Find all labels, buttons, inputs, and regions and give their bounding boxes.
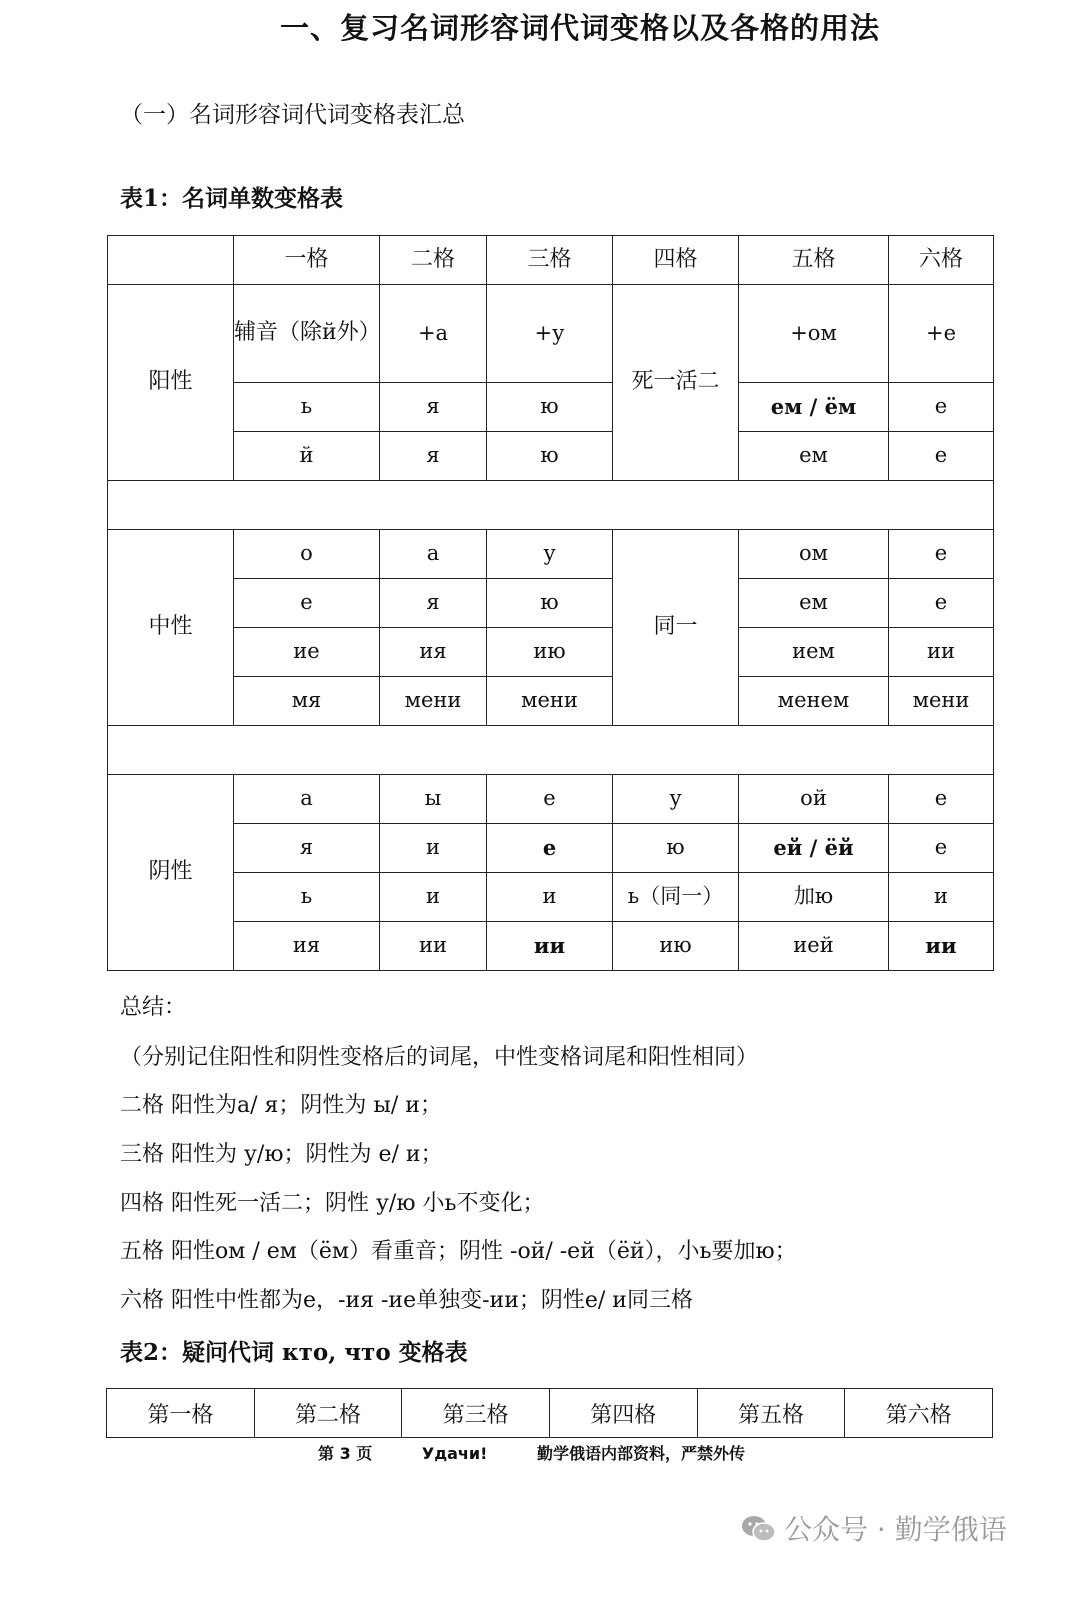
table-cell: а bbox=[234, 775, 380, 824]
table-cell: ю bbox=[487, 579, 613, 628]
table-cell: и bbox=[487, 873, 613, 922]
table-cell: е bbox=[889, 383, 994, 432]
gender-label-neuter: 中性 bbox=[108, 530, 234, 726]
spacer-row bbox=[108, 481, 994, 530]
table-cell: е bbox=[234, 579, 380, 628]
table-cell: мени bbox=[889, 677, 994, 726]
header-cell: 一格 bbox=[234, 236, 380, 285]
summary-line: （分别记住阳性和阴性变格后的词尾，中性变格词尾和阳性相同） bbox=[120, 1045, 759, 1070]
table-cell: ю bbox=[487, 383, 613, 432]
table-cell: а bbox=[380, 530, 487, 579]
summary-title: 总结： bbox=[120, 995, 187, 1020]
table-cell: мя bbox=[234, 677, 380, 726]
header-cell bbox=[108, 236, 234, 285]
table-cell: менем bbox=[739, 677, 889, 726]
table-cell: и bbox=[380, 873, 487, 922]
table-row bbox=[108, 383, 994, 432]
table-cell: е bbox=[889, 432, 994, 481]
table-cell: е bbox=[487, 824, 613, 873]
table-header-row bbox=[108, 236, 994, 285]
page-number: 第 3 页 bbox=[318, 1444, 373, 1463]
summary-line: 四格 阳性死一活二；阴性 у/ю 小ь不变化； bbox=[120, 1191, 545, 1216]
wechat-icon bbox=[740, 1514, 776, 1544]
summary-line: 二格 阳性为а/ я；阴性为 ы/ и； bbox=[120, 1093, 442, 1118]
table2-caption: 表2：疑问代词 кто, что 变格表 bbox=[120, 1339, 468, 1366]
table-cell: ь bbox=[234, 873, 380, 922]
table-cell: ием bbox=[739, 628, 889, 677]
table-cell: ю bbox=[487, 432, 613, 481]
watermark-text: 公众号 · 勤学俄语 bbox=[784, 1513, 1007, 1546]
table-cell: е bbox=[889, 775, 994, 824]
table-cell: ем / ём bbox=[739, 383, 889, 432]
page-footer bbox=[318, 1441, 789, 1464]
spacer-row bbox=[108, 726, 994, 775]
gender-label-feminine: 阴性 bbox=[108, 775, 234, 971]
table-row bbox=[108, 285, 994, 383]
table-cell: и bbox=[380, 824, 487, 873]
header-cell: 五格 bbox=[739, 236, 889, 285]
table-row bbox=[108, 530, 994, 579]
footer-note: 勤学俄语内部资料，严禁外传 bbox=[536, 1444, 745, 1463]
table-cell: ы bbox=[380, 775, 487, 824]
table-cell: ии bbox=[380, 922, 487, 971]
table-row bbox=[108, 432, 994, 481]
table-cell: ой bbox=[739, 775, 889, 824]
table-row bbox=[108, 628, 994, 677]
table-cell: мени bbox=[487, 677, 613, 726]
summary-line: 六格 阳性中性都为е，-ия -ие单独变-ии；阴性е/ и同三格 bbox=[120, 1288, 693, 1313]
table-cell: е bbox=[889, 824, 994, 873]
table-cell: я bbox=[380, 432, 487, 481]
table-cell: ии bbox=[487, 922, 613, 971]
table-cell: ия bbox=[234, 922, 380, 971]
table-header-row bbox=[107, 1389, 993, 1438]
table-cell: и bbox=[889, 873, 994, 922]
table1-caption: 表1：名词单数变格表 bbox=[120, 185, 344, 212]
header-cell: 第三格 bbox=[402, 1389, 550, 1438]
header-cell: 第五格 bbox=[697, 1389, 845, 1438]
table-cell: ией bbox=[739, 922, 889, 971]
page-heading: 一、复习名词形容词代词变格以及各格的用法 bbox=[279, 11, 880, 45]
header-cell: 二格 bbox=[380, 236, 487, 285]
table-cell: й bbox=[234, 432, 380, 481]
table-cell: я bbox=[380, 579, 487, 628]
table-cell: +е bbox=[889, 285, 994, 383]
spacer-cell bbox=[108, 481, 994, 530]
table-cell: ь bbox=[234, 383, 380, 432]
table-row bbox=[108, 677, 994, 726]
pronoun-declension-table bbox=[106, 1388, 993, 1438]
table-cell: +а bbox=[380, 285, 487, 383]
table-cell: ь（同一） bbox=[613, 873, 739, 922]
header-cell: 第一格 bbox=[107, 1389, 255, 1438]
table-cell: ем bbox=[739, 432, 889, 481]
table-cell: ей / ёй bbox=[739, 824, 889, 873]
noun-declension-table bbox=[107, 235, 994, 971]
watermark bbox=[740, 1508, 1007, 1548]
footer-greeting: Удачи! bbox=[421, 1444, 488, 1463]
table-row bbox=[108, 824, 994, 873]
table-cell: ии bbox=[889, 922, 994, 971]
header-cell: 第六格 bbox=[845, 1389, 993, 1438]
section-subheading: （一）名词形容词代词变格表汇总 bbox=[120, 102, 465, 128]
table-cell: +ом bbox=[739, 285, 889, 383]
table-cell: е bbox=[889, 579, 994, 628]
table-row bbox=[108, 775, 994, 824]
table-row bbox=[108, 579, 994, 628]
table-cell: ию bbox=[487, 628, 613, 677]
header-cell: 六格 bbox=[889, 236, 994, 285]
table-row bbox=[108, 922, 994, 971]
header-cell: 四格 bbox=[613, 236, 739, 285]
table-cell: о bbox=[234, 530, 380, 579]
table-cell: е bbox=[487, 775, 613, 824]
table-cell: ии bbox=[889, 628, 994, 677]
table-cell: у bbox=[487, 530, 613, 579]
table-cell: у bbox=[613, 775, 739, 824]
table-cell: ия bbox=[380, 628, 487, 677]
table-cell: е bbox=[889, 530, 994, 579]
table-cell: 同一 bbox=[613, 530, 739, 726]
table-cell: 辅音（除й外） bbox=[234, 285, 380, 383]
header-cell: 第四格 bbox=[549, 1389, 697, 1438]
table-cell: я bbox=[380, 383, 487, 432]
table-row bbox=[108, 873, 994, 922]
table-cell: 死一活二 bbox=[613, 285, 739, 481]
gender-label-masculine: 阳性 bbox=[108, 285, 234, 481]
header-cell: 第二格 bbox=[254, 1389, 402, 1438]
table-cell: ие bbox=[234, 628, 380, 677]
summary-line: 三格 阳性为 у/ю；阴性为 е/ и； bbox=[120, 1142, 443, 1167]
table-cell: ом bbox=[739, 530, 889, 579]
table-cell: ем bbox=[739, 579, 889, 628]
summary-line: 五格 阳性ом / ем（ём）看重音；阴性 -ой/ -ей（ёй），小ь要加ю； bbox=[120, 1239, 797, 1264]
spacer-cell bbox=[108, 726, 994, 775]
header-cell: 三格 bbox=[487, 236, 613, 285]
table-cell: мени bbox=[380, 677, 487, 726]
table-cell: +у bbox=[487, 285, 613, 383]
table-cell: ию bbox=[613, 922, 739, 971]
table-cell: ю bbox=[613, 824, 739, 873]
table-cell: я bbox=[234, 824, 380, 873]
table-cell: 加ю bbox=[739, 873, 889, 922]
